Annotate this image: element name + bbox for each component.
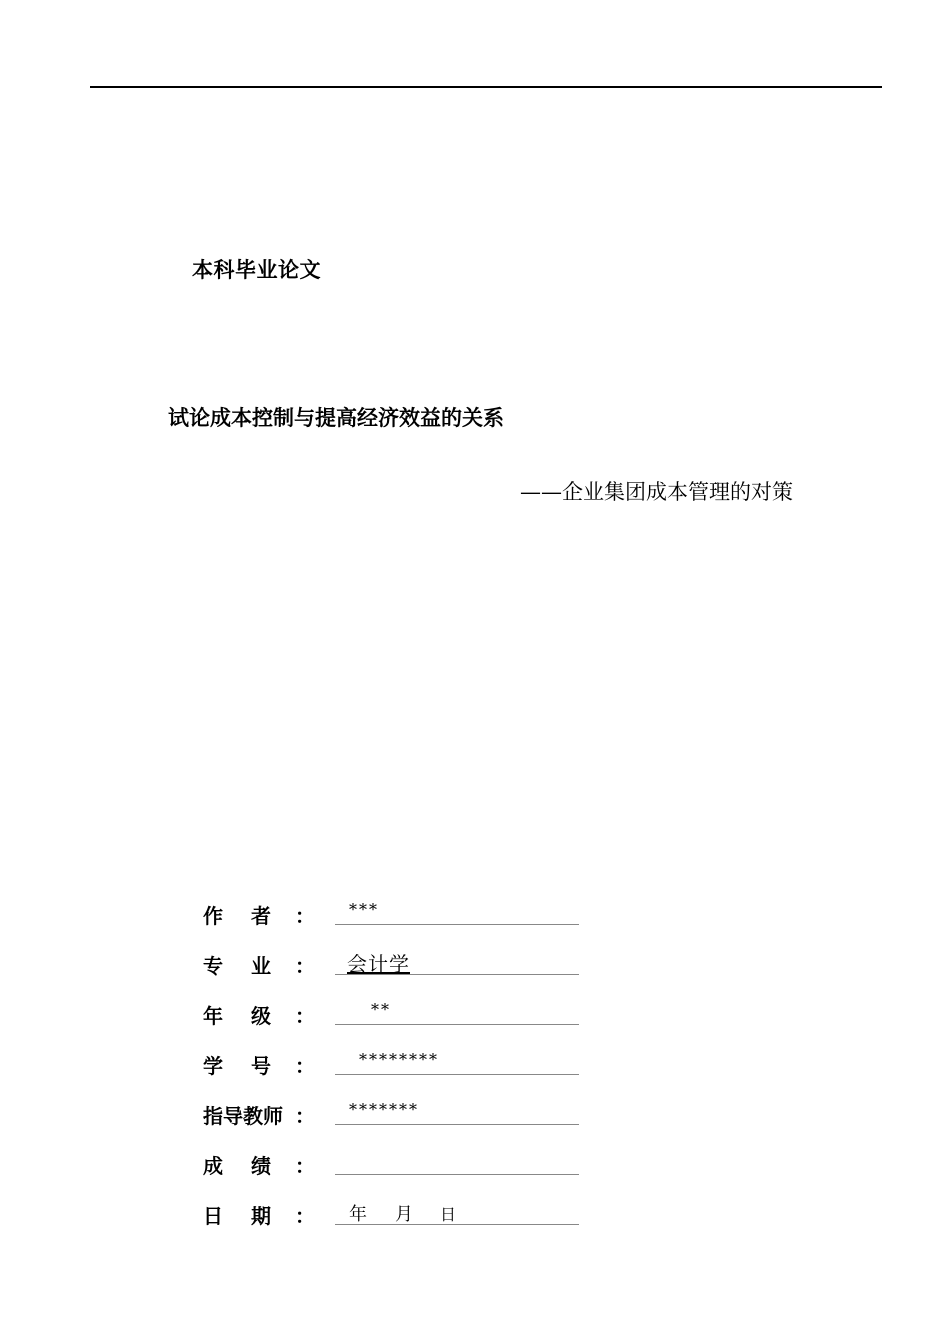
date-underline bbox=[335, 1224, 579, 1225]
student-id-label: 学 号 ： bbox=[203, 1054, 315, 1078]
author-value: *** bbox=[349, 900, 379, 919]
grade-label: 年 级 ： bbox=[203, 1004, 315, 1028]
date-day: 日 bbox=[440, 1205, 459, 1224]
student-id-underline bbox=[335, 1074, 579, 1075]
date-month: 月 bbox=[395, 1204, 415, 1225]
thesis-subtitle: ——企业集团成本管理的对策 bbox=[520, 480, 793, 504]
header-rule bbox=[90, 86, 882, 88]
major-value: 会计学 bbox=[347, 952, 410, 976]
degree-label: 本科毕业论文 bbox=[192, 258, 321, 282]
major-label: 专 业 ： bbox=[203, 954, 315, 978]
author-underline bbox=[335, 924, 579, 925]
advisor-row bbox=[203, 1100, 583, 1134]
author-row bbox=[203, 900, 583, 934]
student-id-value: ******** bbox=[359, 1050, 439, 1069]
date-label: 日 期 ： bbox=[203, 1204, 315, 1228]
grade-row bbox=[203, 1000, 583, 1034]
score-underline bbox=[335, 1174, 579, 1175]
date-year: 年 bbox=[349, 1204, 369, 1225]
date-row bbox=[203, 1200, 583, 1234]
thesis-title: 试论成本控制与提高经济效益的关系 bbox=[168, 406, 504, 430]
score-label: 成 绩 ： bbox=[203, 1154, 315, 1178]
advisor-label: 指导教师 ： bbox=[203, 1104, 315, 1128]
major-row bbox=[203, 950, 583, 984]
grade-value: ** bbox=[371, 1000, 391, 1019]
author-label: 作 者 ： bbox=[203, 904, 315, 928]
advisor-value: ******* bbox=[349, 1100, 419, 1119]
major-underline bbox=[335, 974, 579, 975]
student-id-row bbox=[203, 1050, 583, 1084]
advisor-underline bbox=[335, 1124, 579, 1125]
score-row bbox=[203, 1150, 583, 1184]
grade-underline bbox=[335, 1024, 579, 1025]
